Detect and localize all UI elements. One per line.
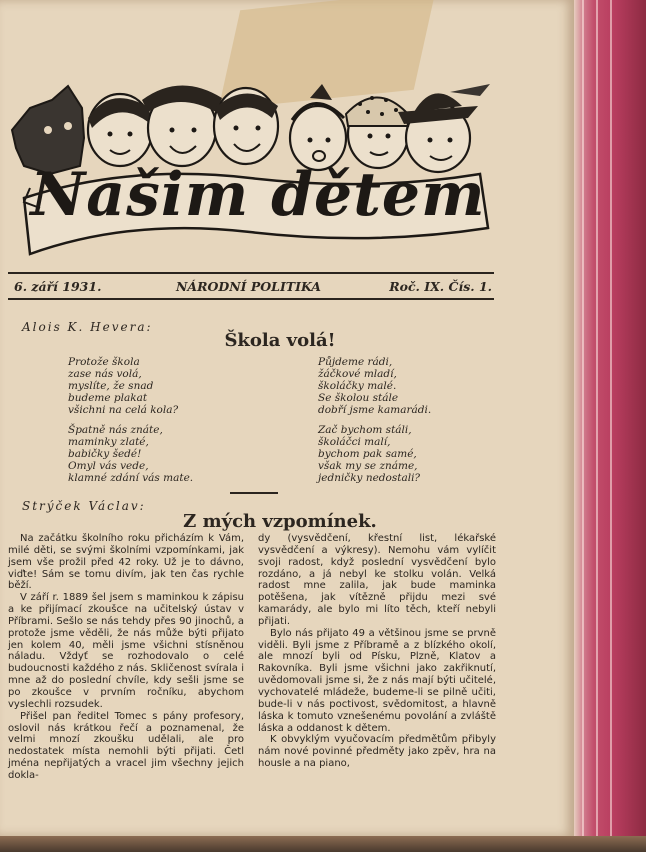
section-separator [230,492,278,494]
verse-line: dobří jsme kamarádi. [318,404,432,416]
verse-line: Se školou stále [318,392,399,404]
verse-line: jedničky nedostali? [318,472,421,484]
article-column-2 [258,533,496,770]
article-author: Strýček Václav: [22,499,146,513]
issue-number: Roč. IX. Čís. 1. [389,279,492,294]
verse-line: žáčkové mladí, [318,368,397,380]
binding-spine [574,0,646,852]
masthead-rule-bottom [8,298,494,300]
poem-author: Alois K. Hevera: [22,320,153,334]
verse-line: babičky šedé! [68,448,142,460]
article-title: Z mých vzpomínek. [183,511,377,532]
issue-date: 6. září 1931. [14,279,102,294]
article-paragraph: Bylo nás přijato 49 a většinou jsme se prvně viděli. Byli jsme z Příbramě a z blízkého okolí, ale mnozí byli od Písku, Plzně, Klatov a Rakovníka. Byli jsme všichni jako zakřiknutí, uvědomovali jsme si, že z nás mají býti učitelé, vychovatelé mládeže, budeme-li se pilně učiti, bude-li v nás poctivost, svědomitost, a hlavně láska k tomuto vznešenému povolání a zvláště láska a oddanost k dětem. [258,627,496,734]
article-paragraph: Na začátku školního roku přicházím k Vám, milé děti, se svými školními vzpomínkami, jak jsem vše prožil před 42 roky. Už je to dávno, viďte! Sám se tomu divím, jak ten čas rychle běží. [8,533,244,592]
verse-line: maminky zlaté, [68,436,149,448]
poem-stanza-right-1 [318,356,431,416]
poem-title: Škola volá! [224,330,336,351]
verse-line: bychom pak samé, [318,448,417,460]
verse-line: školáčky malé. [318,380,397,392]
verse-line: budeme plakat [68,392,148,404]
poem-stanza-right-2 [318,424,420,484]
verse-line: školáčci malí, [318,436,391,448]
verse-line: Zač bychom stáli, [318,424,412,436]
article-paragraph: V září r. 1889 šel jsem s maminkou k zápisu a ke přijímací zkoušce na učitelský ústav v Příbrami. Sešlo se nás tehdy přes 90 jinochů, a protože jsme věděli, že nás může býti přijato jen kolem 40, měli jsme všichni stísněnou náladu. Vždyť se rozhodovalo o celé budoucnosti každého z nás. Skličenost svírala i mne až do poslední chvíle, kdy sešli jsme se po zkoušce v prvním ročníku, abychom vyslechli rozsudek. [8,592,244,710]
masthead-title: Našim dětem [30,160,486,230]
verse-line: myslíte, že snad [68,380,154,392]
verse-line: Protože škola [68,356,140,368]
verse-line: zase nás volá, [68,368,142,380]
article-paragraph: Přišel pan ředitel Tomec s pány profesory, oslovil nás krátkou řečí a poznamenal, že velmi mnozí zkoušku udělali, ale pro nedostatek místa nemohli býti přijati. Četl jména nepřijatých a vracel jim všechny jejich dokla- [8,710,244,781]
article-paragraph: K obvyklým vyučovacím předmětům přibyly nám nové povinné předměty jako zpěv, hra na housle a na piano, [258,734,496,770]
verse-line: Omyl vás vede, [68,460,149,472]
verse-line: Špatně nás znáte, [68,424,163,436]
poem-stanza-left-2 [68,424,193,484]
poem-stanza-left-1 [68,356,178,416]
verse-line: však my se známe, [318,460,418,472]
publication-name: NÁRODNÍ POLITIKA [176,279,321,294]
verse-line: klamné zdání vás mate. [68,472,194,484]
verse-line: všichni na celá kola? [68,404,179,416]
page-bottom-edge [0,836,646,852]
article-paragraph: dy (vysvědčení, křestní list, lékařské vysvědčení a výkresy). Nemohu vám vylíčit svoji radost, když poslední vysvědčení bylo rozdáno, a já nebyl ke stolku volán. Velká radost mne zalila, jak bude maminka potěšena, jak vítězně přijdu mezi své kamarády, ale bylo mi líto těch, kteří nebyli přijati. [258,533,496,627]
verse-line: Půjdeme rádi, [318,356,393,368]
issue-meta-line [14,279,492,297]
masthead-rule-top [8,272,494,274]
article-column-1 [8,533,244,782]
